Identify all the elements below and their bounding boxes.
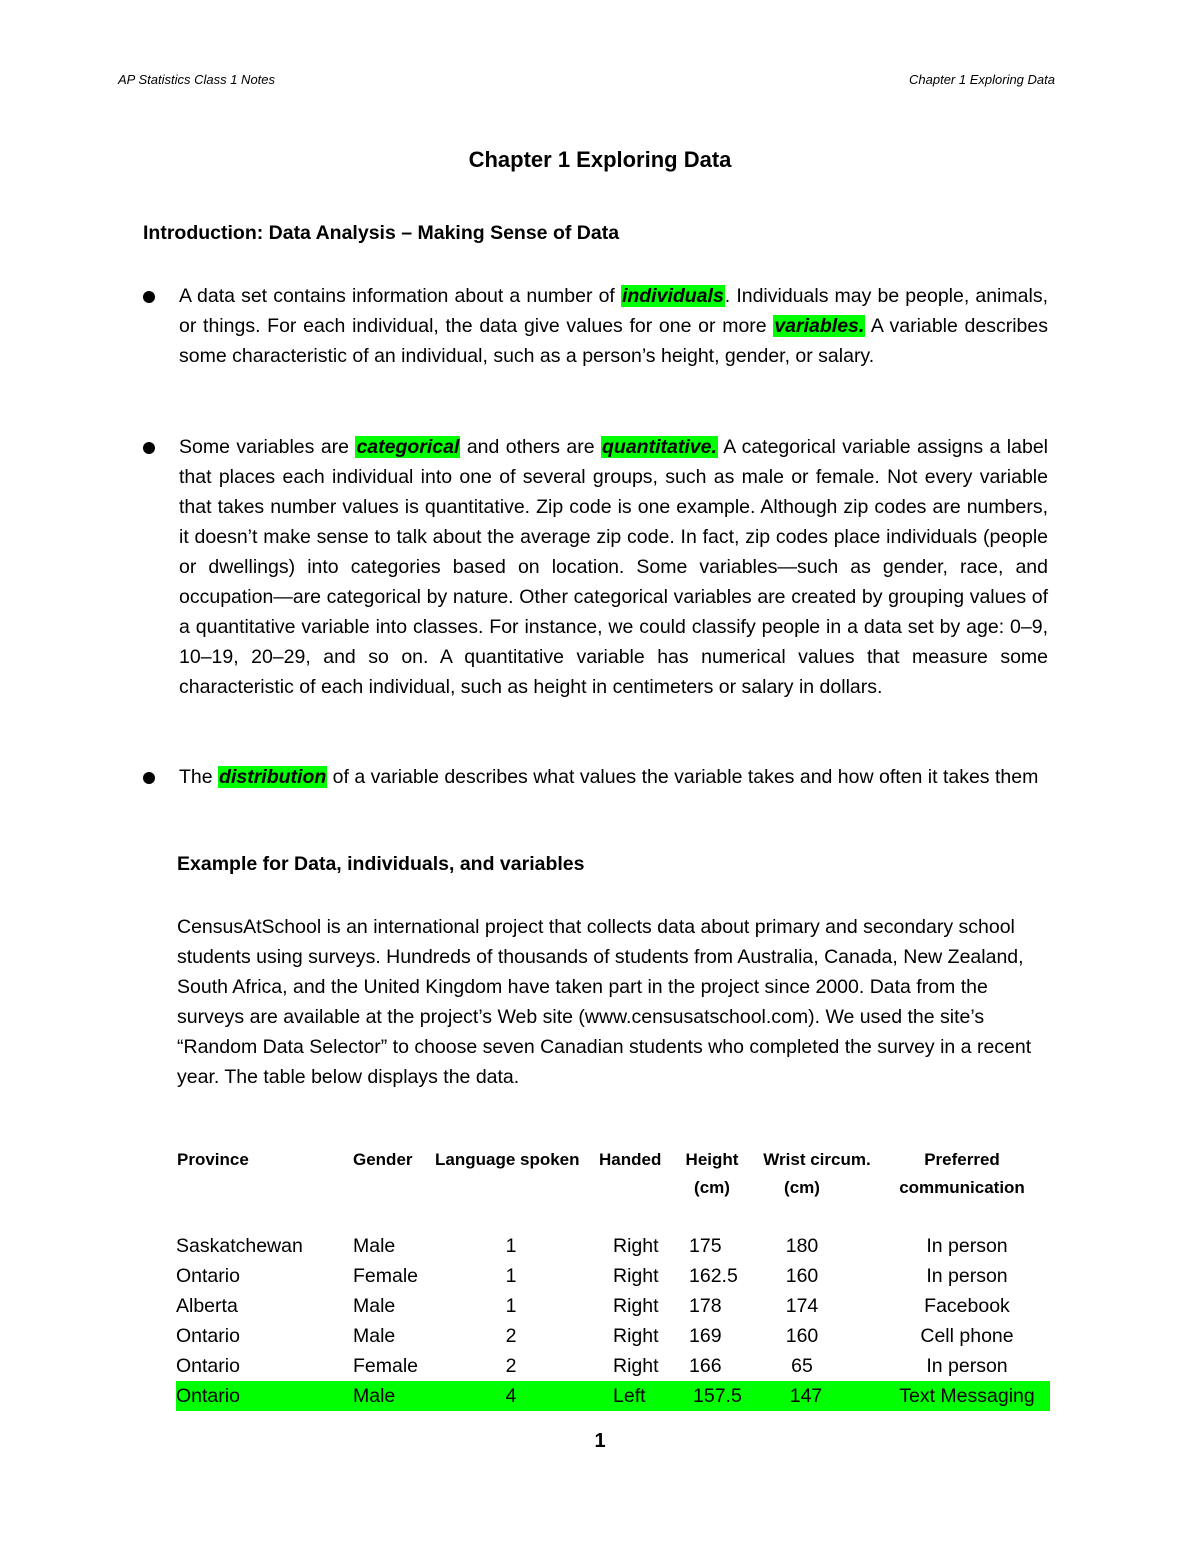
- cell-province: Ontario: [176, 1355, 240, 1377]
- bullet-icon: [143, 772, 155, 784]
- cell-gender: Male: [353, 1325, 396, 1347]
- cell-height: 178: [689, 1295, 722, 1317]
- cell-height: 162.5: [689, 1265, 738, 1287]
- cell-language: 1: [505, 1295, 517, 1317]
- table-row: [176, 1351, 1050, 1381]
- running-header-left: AP Statistics Class 1 Notes: [118, 72, 276, 87]
- header-preferred: Preferred: [924, 1150, 1000, 1169]
- bullet-paragraph-individuals: [179, 281, 1048, 371]
- cell-language: 2: [505, 1325, 517, 1347]
- bullet-text: . Individuals may be people, animals, or things. For each individual, the data give values for one or more: [179, 285, 1048, 337]
- running-header-right: Chapter 1 Exploring Data: [909, 72, 1055, 87]
- table-row: [176, 1261, 1050, 1291]
- cell-language: 1: [505, 1235, 517, 1257]
- cell-language: 1: [505, 1265, 517, 1287]
- bullet-text: Some variables are: [179, 436, 356, 458]
- example-paragraph: CensusAtSchool is an international project that collects data about primary and secondary school students using surveys. Hundreds of thousands of students from Australia, Canada, New Zealand, South Africa, and the United Kingdom have taken part in the project since 2000. Data from the surveys are available at the project’s Web site (www.censusatschool.com). We used the site’s “Random Data Selector” to choose seven Canadian students who completed the survey in a recent year. The table below displays the data.: [177, 916, 1032, 1088]
- bullet-text: A variable describes some characteristic of an individual, such as a person’s height, gender, or salary.: [179, 315, 1048, 367]
- cell-height: 157.5: [693, 1385, 742, 1407]
- cell-preferred: Facebook: [924, 1295, 1010, 1317]
- header-height: Height: [685, 1150, 739, 1169]
- cell-province: Ontario: [176, 1325, 240, 1347]
- cell-gender: Female: [353, 1265, 419, 1287]
- cell-province: Saskatchewan: [176, 1235, 303, 1257]
- cell-height: 169: [689, 1325, 722, 1347]
- bullet-text: A data set contains information about a number of: [179, 285, 621, 307]
- cell-height: 166: [689, 1355, 722, 1377]
- header-handed: Handed: [599, 1150, 662, 1169]
- header-province: Province: [177, 1150, 249, 1169]
- cell-handed: Right: [613, 1325, 659, 1347]
- bullet-paragraph-distribution: [179, 762, 1048, 792]
- cell-preferred: In person: [926, 1355, 1008, 1377]
- cell-province: Ontario: [176, 1265, 240, 1287]
- cell-province: Alberta: [176, 1295, 238, 1317]
- header-gender: Gender: [353, 1150, 413, 1169]
- bullet-text: The: [179, 766, 219, 788]
- cell-height: 175: [689, 1235, 722, 1257]
- cell-language: 2: [505, 1355, 517, 1377]
- bullet-text: and others are: [460, 436, 602, 458]
- bullet-icon: [143, 442, 155, 454]
- cell-preferred: Text Messaging: [899, 1385, 1035, 1407]
- cell-preferred: Cell phone: [920, 1325, 1014, 1347]
- cell-handed: Right: [613, 1355, 659, 1377]
- table-row: [176, 1291, 1050, 1321]
- cell-province: Ontario: [176, 1385, 240, 1407]
- table-row-highlighted: [176, 1381, 1050, 1411]
- bullet-text: A categorical variable assigns a label that places each individual into one of several groups, such as male or female. Not every variable that takes number values is quantitative. Zip code is one example. Although zip codes are numbers, it doesn’t make sense to talk about the average zip code. In fact, zip codes place individuals (people or dwellings) into categories based on location. Some variables—such as gender, race, and occupation—are categorical by nature. Other categorical variables are created by grouping values of a quantitative variable into classes. For instance, we could classify people in a data set by age: 0–9, 10–19, 20–29, and so on. A quantitative variable has numerical values that measure some characteristic of each individual, such as height in centimeters or salary in dollars.: [179, 436, 1049, 698]
- highlighted-term-categorical: categorical: [356, 436, 460, 458]
- cell-gender: Female: [353, 1355, 419, 1377]
- cell-wrist: 160: [785, 1325, 819, 1347]
- table-row: [176, 1321, 1050, 1351]
- highlighted-term-distribution: distribution: [219, 766, 327, 788]
- cell-wrist: 147: [789, 1385, 823, 1407]
- cell-language: 4: [505, 1385, 517, 1407]
- header-language: Language spoken: [435, 1150, 580, 1169]
- cell-preferred: In person: [926, 1265, 1008, 1287]
- bullet-text: of a variable describes what values the variable takes and how often it takes them: [327, 766, 1039, 788]
- cell-gender: Male: [353, 1295, 396, 1317]
- header-height-unit: (cm): [694, 1178, 730, 1197]
- cell-wrist: 65: [791, 1355, 813, 1377]
- example-heading: Example for Data, individuals, and variables: [177, 853, 585, 875]
- table-row: [176, 1231, 1050, 1261]
- cell-handed: Right: [613, 1295, 659, 1317]
- cell-wrist: 160: [785, 1265, 819, 1287]
- cell-wrist: 174: [785, 1295, 819, 1317]
- cell-handed: Right: [613, 1235, 659, 1257]
- header-communication: communication: [899, 1178, 1025, 1197]
- header-wrist: Wrist circum.: [763, 1150, 871, 1169]
- cell-preferred: In person: [926, 1235, 1008, 1257]
- header-wrist-unit: (cm): [784, 1178, 820, 1197]
- bullet-icon: [143, 291, 155, 303]
- cell-gender: Male: [353, 1235, 396, 1257]
- cell-wrist: 180: [785, 1235, 819, 1257]
- page-number: 1: [594, 1430, 606, 1452]
- intro-heading: Introduction: Data Analysis – Making Sense of Data: [143, 222, 620, 244]
- cell-handed: Left: [613, 1385, 646, 1407]
- highlighted-term-variables: variables.: [774, 315, 865, 337]
- cell-gender: Male: [353, 1385, 396, 1407]
- bullet-paragraph-categorical: [179, 432, 1048, 702]
- highlighted-term-individuals: individuals: [621, 285, 724, 307]
- cell-handed: Right: [613, 1265, 659, 1287]
- page-title: Chapter 1 Exploring Data: [468, 147, 732, 172]
- highlighted-term-quantitative: quantitative.: [602, 436, 717, 458]
